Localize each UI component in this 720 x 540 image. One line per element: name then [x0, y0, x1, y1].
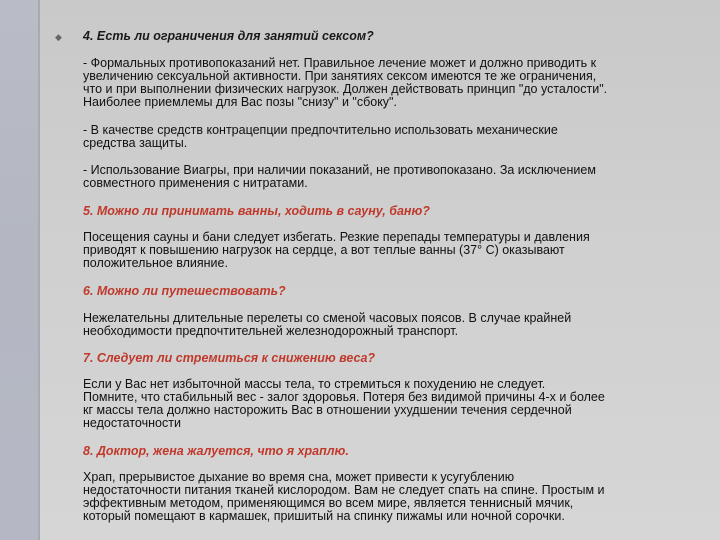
question-4-paragraph-2: - В качестве средств контрацепции предпочтительно использовать механические средства защиты. [83, 123, 558, 150]
bullet-icon: ◆ [55, 32, 62, 42]
question-4-paragraph-3: - Использование Виагры, при наличии показаний, не противопоказано. За исключением совместного применения с нитратами. [83, 163, 596, 190]
question-4-title: 4. Есть ли ограничения для занятий сексом? [83, 29, 374, 43]
question-7-title: 7. Следует ли стремиться к снижению веса? [83, 351, 376, 365]
slide-content [83, 0, 708, 540]
question-6-title: 6. Можно ли путешествовать? [83, 284, 286, 298]
question-8-title: 8. Доктор, жена жалуется, что я храплю. [83, 444, 349, 458]
question-6-paragraph: Нежелательны длительные перелеты со сменой часовых поясов. В случае крайней необходимости предпочтительней железнодорожный транспорт. [83, 311, 572, 338]
question-7-paragraph: Если у Вас нет избыточной массы тела, то стремиться к похудению не следует. Помните, что стабильный вес - залог здоровья. Потеря без видимой причины 4-х и более кг массы тела должно насторожить Вас в отношении ухудшении течения сердечной недостаточности [83, 377, 605, 430]
question-5-title: 5. Можно ли принимать ванны, ходить в сауну, баню? [83, 204, 430, 218]
question-5-paragraph: Посещения сауны и бани следует избегать. Резкие перепады температуры и давления приводят к повышению нагрузок на сердце, а вот теплые ванны (37° С) оказывают положительное влияние. [83, 230, 590, 270]
question-4-paragraph-1: - Формальных противопоказаний нет. Правильное лечение может и должно приводить к увеличению сексуальной активности. При занятиях сексом имеются те же ограничения, что и при выполнении физических нагрузок. Должен действовать принцип "до усталости". Наиболее приемлемы для Вас позы "снизу" и "сбоку". [83, 56, 608, 109]
left-decorative-bar [0, 0, 38, 540]
left-divider [38, 0, 40, 540]
question-8-paragraph: Храп, прерывистое дыхание во время сна, может привести к усугублению недостаточности питания тканей кислородом. Вам не следует спать на спине. Простым и эффективным методом, применяющимся во всем мире, является теннисный мячик, который помещают в кармашек, пришитый на спинку пижамы или ночной сорочки. [83, 470, 605, 523]
